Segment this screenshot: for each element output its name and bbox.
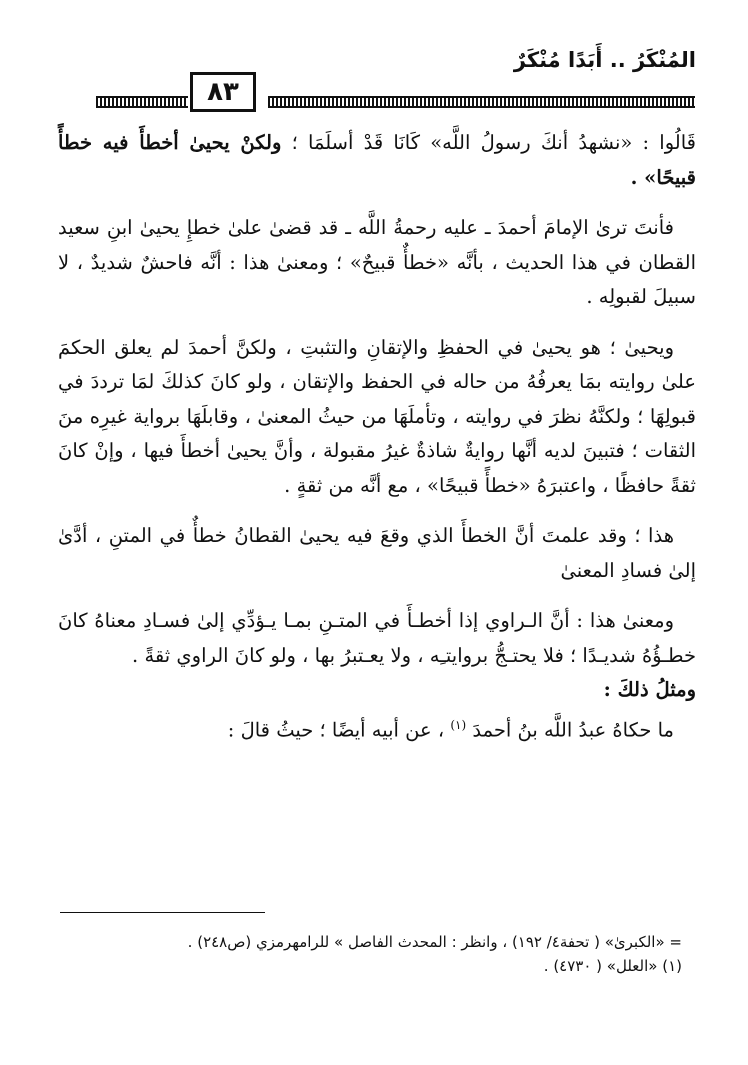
section-heading: ومثلُ ذلكَ :: [603, 678, 696, 701]
paragraph-3: ويحيىٰ ؛ هو يحيىٰ في الحفظِ والإتقانِ والتثبتِ ، ولكنَّ أحمدَ لم يعلق الحكمَ علىٰ روايته بمَا يعرفُهُ من حاله في الحفظ والإتقان ، ولو كانَ كذلكَ لمَا ترددَ في قبولِهَا ؛ ولكنَّهُ نظرَ في روايته ، وتأملَهَا من حيثُ المعنىٰ ، وقابلَهَا برواية غيرِه منَ الثقات ؛ فتبينَ لديه أنَّها روايةٌ شاذةٌ غيرُ مقبولة ، وأنَّ يحيىٰ أخطأَ فيها ، وإنْ كانَ ثقةً حافظًا ، واعتبرَهُ «خطأً قبيحًا» ، مع أنَّه من ثقةٍ .: [58, 335, 696, 497]
footnote-continued: = «الكبرىٰ» ( تحفة٤/ ١٩٢) ، وانظر : المحدث الفاصل » للرامهرمزي (ص٢٤٨) .: [187, 933, 682, 951]
paragraph-1: [58, 126, 696, 195]
footnote-divider: [60, 912, 265, 913]
paragraph-1-part-a: قَالُوا : «نشهدُ أنكَ رسولُ اللَّه» كَانَا قَدْ أسلَمَا ؛: [281, 131, 696, 154]
footnote-1: (١) «العلل» ( ٤٧٣٠) .: [543, 957, 682, 975]
main-text: [58, 126, 696, 748]
page-number: ٨٣: [190, 72, 256, 112]
header-rule-left: [96, 96, 188, 108]
footnote-ref-1[interactable]: (١): [450, 717, 467, 732]
paragraph-6-part-a: ما حكاهُ عبدُ اللَّه بنُ أحمدَ: [472, 718, 674, 741]
header-rule-right: [268, 96, 695, 108]
paragraph-5: ومعنىٰ هذا : أنَّ الـراوي إذا أخطـأَ في المتـنِ بمـا يـؤدِّي إلىٰ فسـادِ معناهُ كانَ خطـؤُهُ شديـدًا ؛ فلا يحتـجُّ بروايتـِه ، ولا يعـتبرُ بها ، ولو كانَ الراوي ثقةً .: [58, 609, 696, 667]
footnotes: [60, 930, 682, 978]
running-title: المُنْكَرُ .. أَبَدًا مُنْكَرٌ: [513, 48, 696, 72]
paragraph-4: هذا ؛ وقد علمتَ أنَّ الخطأَ الذي وقعَ فيه يحيىٰ القطانُ خطأٌ في المتنِ ، أدَّىٰ إلىٰ فسادِ المعنىٰ: [58, 524, 696, 582]
paragraph-1-part-b: ولكنْ يحيىٰ أخطأَ فيه خطأً قبيحًا» .: [58, 131, 696, 189]
paragraph-6: [58, 708, 696, 748]
paragraph-2: فأنتَ ترىٰ الإمامَ أحمدَ ـ عليه رحمةُ اللَّه ـ قد قضىٰ علىٰ خطإِ يحيىٰ ابنِ سعيد القطان في هذا الحديث ، بأنَّه «خطأٌ قبيحٌ» ؛ ومعنىٰ هذا : أنَّه فاحشٌ شديدٌ ، لا سبيلَ لقبولِه .: [58, 216, 696, 308]
paragraph-6-part-b: ، عن أبيه أيضًا ؛ حيثُ قالَ :: [227, 718, 445, 741]
